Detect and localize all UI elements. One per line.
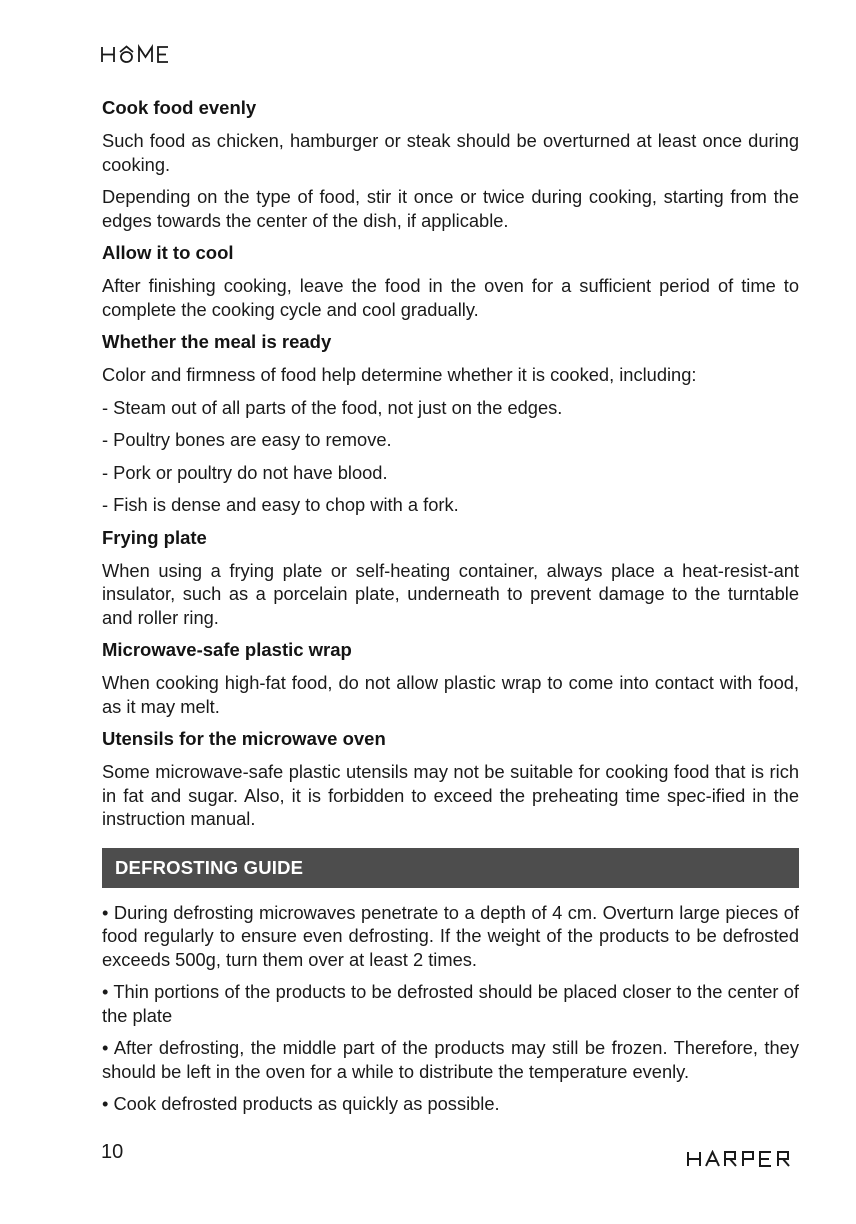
- list-item: - Poultry bones are easy to remove.: [102, 429, 392, 450]
- section-frying-plate: [102, 526, 799, 630]
- section-title: Utensils for the microwave oven: [102, 728, 386, 749]
- paragraph: Such food as chicken, hamburger or steak should be overturned at least once during cooking.: [102, 130, 799, 175]
- harper-logo: [687, 1150, 799, 1168]
- paragraph: When using a frying plate or self-heating container, always place a heat-resist-ant insulator, such as a porcelain plate, underneath to prevent damage to the turntable and roller ring.: [102, 559, 799, 628]
- bullet-item: • Cook defrosted products as quickly as possible.: [102, 1093, 500, 1114]
- paragraph: Depending on the type of food, stir it once or twice during cooking, starting from the edges towards the center of the dish, if applicable.: [102, 186, 799, 231]
- home-logo-mark: [101, 44, 173, 64]
- bullet-item: • During defrosting microwaves penetrate to a depth of 4 cm. Overturn large pieces of food regularly to ensure even defrosting. If the weight of the products to be defrosted exceeds 500g, turn them over at least 2 times.: [102, 901, 799, 970]
- section-title: Whether the meal is ready: [102, 331, 332, 352]
- list-item: - Pork or poultry do not have blood.: [102, 461, 388, 483]
- list-item: - Steam out of all parts of the food, not just on the edges.: [102, 396, 563, 418]
- harper-logo-mark: [687, 1150, 799, 1168]
- page-content: [102, 96, 799, 1125]
- bullet-item: • After defrosting, the middle part of the products may still be frozen. Therefore, they should be left in the oven for a while to distribute the temperature evenly.: [102, 1037, 799, 1082]
- paragraph: Some microwave-safe plastic utensils may not be suitable for cooking food that is rich in fat and sugar. Also, it is forbidden to exceed the preheating time spec-ified in the instruction manual.: [102, 761, 799, 829]
- section-cook-evenly: [102, 96, 799, 232]
- section-title: Microwave-safe plastic wrap: [102, 639, 352, 660]
- bullet-item: • Thin portions of the products to be defrosted should be placed closer to the center of the plate: [102, 981, 799, 1026]
- section-title: Frying plate: [102, 526, 207, 548]
- section-plastic-wrap: [102, 638, 799, 718]
- section-title: Cook food evenly: [102, 97, 257, 118]
- paragraph: After finishing cooking, leave the food in the oven for a sufficient period of time to complete the cooking cycle and cool gradually.: [102, 275, 799, 320]
- defrosting-bullets: [102, 901, 799, 1116]
- list-item: - Fish is dense and easy to chop with a fork.: [102, 494, 459, 515]
- defrosting-guide-banner: DEFROSTING GUIDE: [102, 848, 799, 888]
- section-allow-to-cool: [102, 241, 799, 321]
- section-meal-ready: [102, 330, 799, 517]
- home-logo: [101, 42, 173, 66]
- section-utensils: [102, 727, 799, 831]
- paragraph: When cooking high-fat food, do not allow plastic wrap to come into contact with food, as it may melt.: [102, 672, 799, 717]
- section-title: Allow it to cool: [102, 242, 234, 263]
- paragraph: Color and firmness of food help determine whether it is cooked, including:: [102, 364, 697, 385]
- page-number: 10: [101, 1141, 124, 1163]
